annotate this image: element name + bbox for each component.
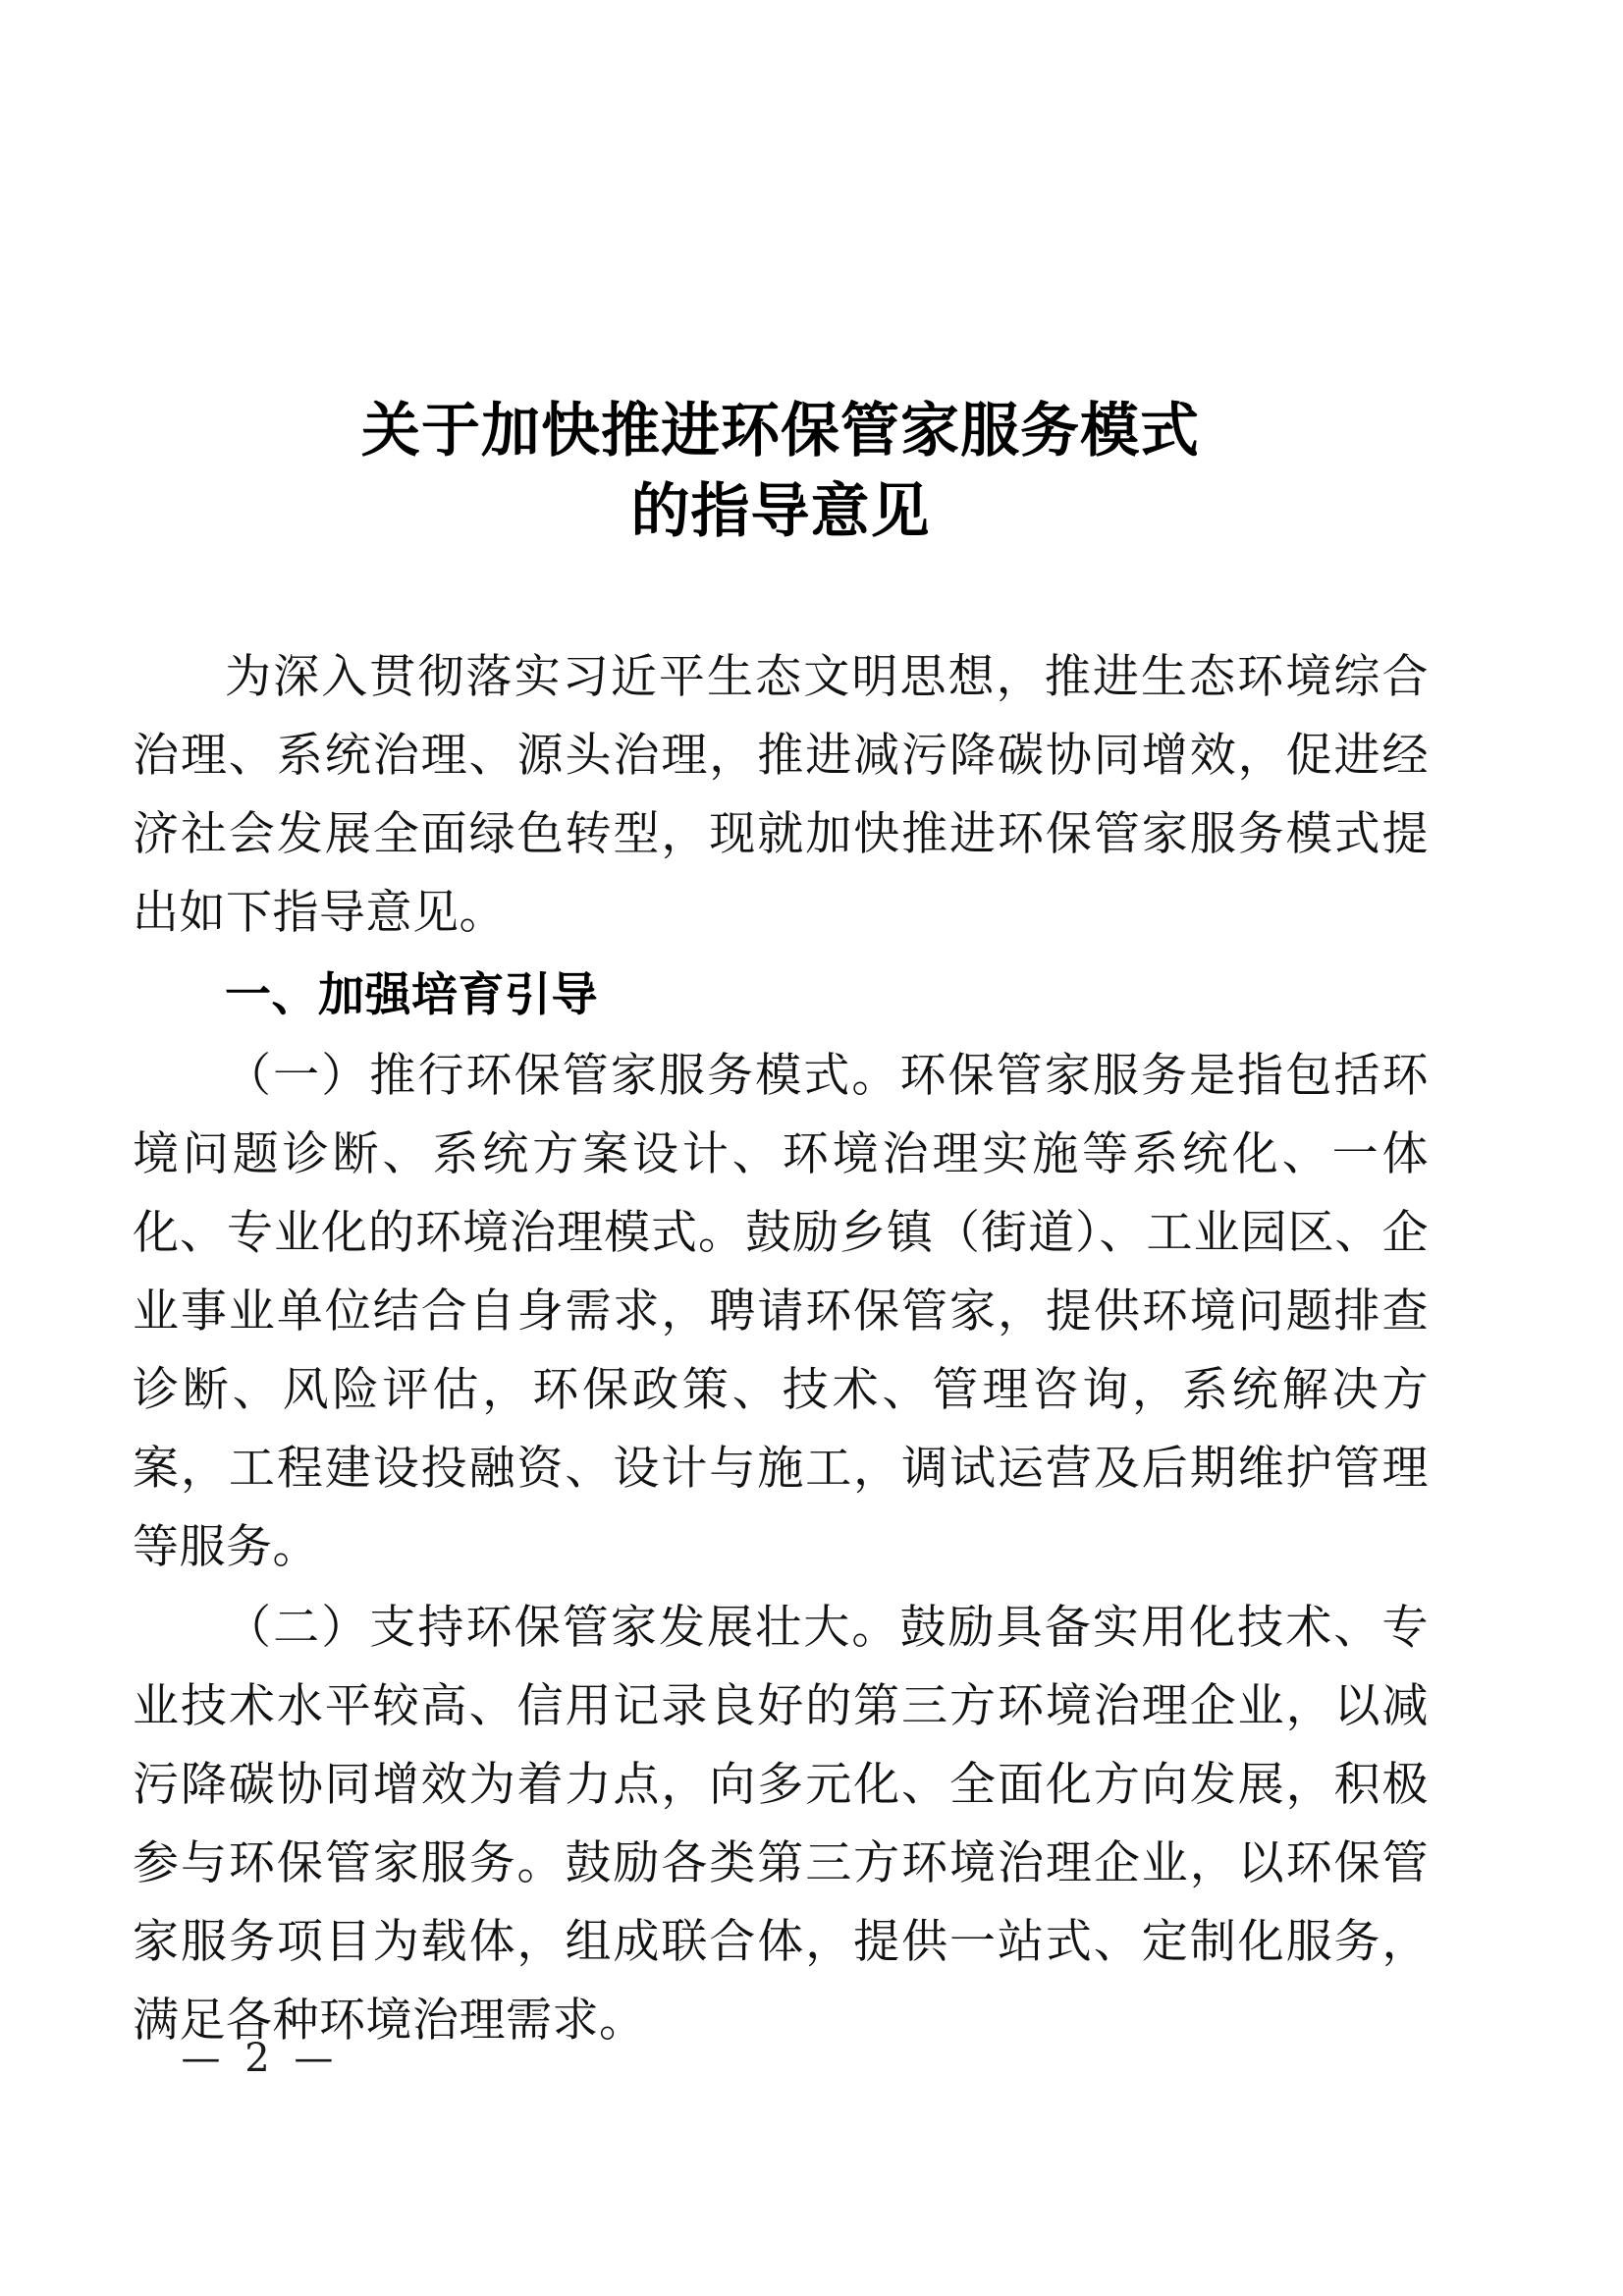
paragraph-item-1: （一）推行环保管家服务模式。环保管家服务是指包括环境问题诊断、系统方案设计、环境治理实施等系统化、一体化、专业化的环境治理模式。鼓励乡镇（街道）、工业园区、企业事业单位结合自身需求，聘请环保管家，提供环境问题排查诊断、风险评估，环保政策、技术、管理咨询，系统解决方案，工程建设投融资、设计与施工，调试运营及后期维护管理等服务。 <box>133 1049 1429 1574</box>
document-title-line-1: 关于加快推进环保管家服务模式 <box>361 397 1200 465</box>
document-title <box>133 391 1429 552</box>
paragraph-item-2: （二）支持环保管家发展壮大。鼓励具备实用化技术、专业技术水平较高、信用记录良好的第三方环境治理企业，以减污降碳协同增效为着力点，向多元化、全面化方向发展，积极参与环保管家服务。鼓励各类第三方环境治理企业，以环保管家服务项目为载体，组成联合体，提供一站式、定制化服务，满足各种环境治理需求。 <box>133 1601 1429 2048</box>
document-body <box>133 638 1429 2062</box>
document-title-line-2: 的指导意见 <box>630 477 931 546</box>
section-heading-1: 一、加强培育引导 <box>225 968 598 1022</box>
page-number: — 2 — <box>181 2036 340 2081</box>
paragraph-intro: 为深入贯彻落实习近平生态文明思想，推进生态环境综合治理、系统治理、源头治理，推进减污降碳协同增效，促进经济社会发展全面绿色转型，现就加快推进环保管家服务模式提出如下指导意见。 <box>133 650 1429 940</box>
